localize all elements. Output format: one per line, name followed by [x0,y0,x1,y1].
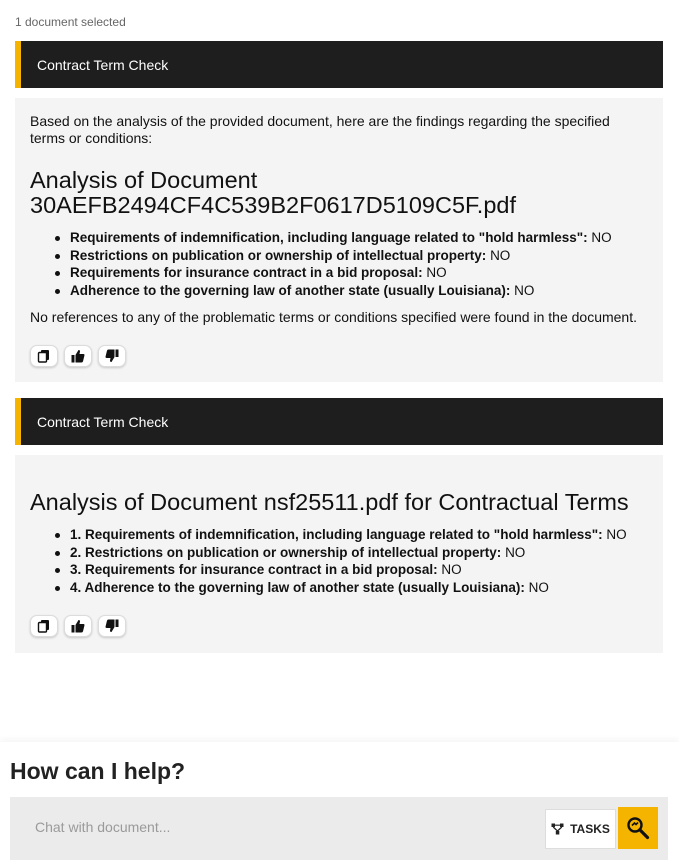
finding-item [70,264,658,282]
copy-icon [37,619,51,633]
thumbs-down-icon [105,349,119,363]
response-actions [30,615,126,637]
finding-value: NO [441,562,462,578]
finding-item [70,561,658,579]
thumbs-down-button[interactable] [98,615,126,637]
thumbs-up-icon [71,619,85,633]
response-actions [30,345,126,367]
thumbs-up-button[interactable] [64,345,92,367]
document-analysis-title: Analysis of Document nsf25511.pdf for Contractual Terms [30,489,629,515]
card-header-title: Contract Term Check [37,56,169,73]
finding-item [70,579,658,597]
thumbs-down-icon [105,619,119,633]
finding-item [70,544,658,562]
response-intro: Based on the analysis of the provided document, here are the findings regarding the specified terms or conditions: [30,113,610,146]
finding-value: NO [514,282,535,298]
finding-item [70,282,658,300]
finding-item [70,229,658,247]
finding-term: 3. Requirements for insurance contract in a bid proposal: [70,562,438,578]
card-header-title: Contract Term Check [37,413,169,430]
help-panel [0,742,679,866]
finding-term: Restrictions on publication or ownership of intellectual property: [70,247,487,263]
help-title: How can I help? [10,758,186,784]
chat-bar [10,797,668,860]
finding-term: 4. Adherence to the governing law of another state (usually Louisiana): [70,579,525,595]
findings-list [70,229,658,299]
finding-term: Adherence to the governing law of another state (usually Louisiana): [70,282,511,298]
workflow-icon [551,823,564,835]
finding-value: NO [490,247,511,263]
finding-value: NO [606,527,627,542]
finding-item [70,247,658,265]
copy-icon [37,349,51,363]
finding-term: 2. Restrictions on publication or ownership of intellectual property: [70,544,502,560]
thumbs-up-icon [71,349,85,363]
chat-input[interactable] [35,819,515,835]
card-header [15,41,663,88]
thumbs-up-button[interactable] [64,615,92,637]
finding-term: Requirements of indemnification, including language related to "hold harmless": [70,230,588,245]
thumbs-down-button[interactable] [98,345,126,367]
document-search-icon [626,816,650,840]
finding-term: Requirements for insurance contract in a bid proposal: [70,265,423,281]
card-header [15,398,663,445]
response-card [15,98,663,382]
response-summary: No references to any of the problematic terms or conditions specified were found in the document. [30,309,637,325]
finding-term: 1. Requirements of indemnification, including language related to "hold harmless": [70,527,603,542]
findings-list [70,526,658,596]
tasks-label: TASKS [570,822,610,836]
tasks-button[interactable] [545,809,616,849]
document-search-button[interactable] [618,807,658,849]
finding-value: NO [505,544,526,560]
selection-status: 1 document selected [15,15,126,29]
finding-value: NO [426,265,447,281]
document-analysis-title: Analysis of Document 30AEFB2494CF4C539B2F0617D5109C5F.pdf [30,167,516,218]
copy-button[interactable] [30,615,58,637]
finding-item [70,526,658,544]
response-card [15,455,663,653]
copy-button[interactable] [30,345,58,367]
finding-value: NO [591,230,612,245]
finding-value: NO [528,579,549,595]
